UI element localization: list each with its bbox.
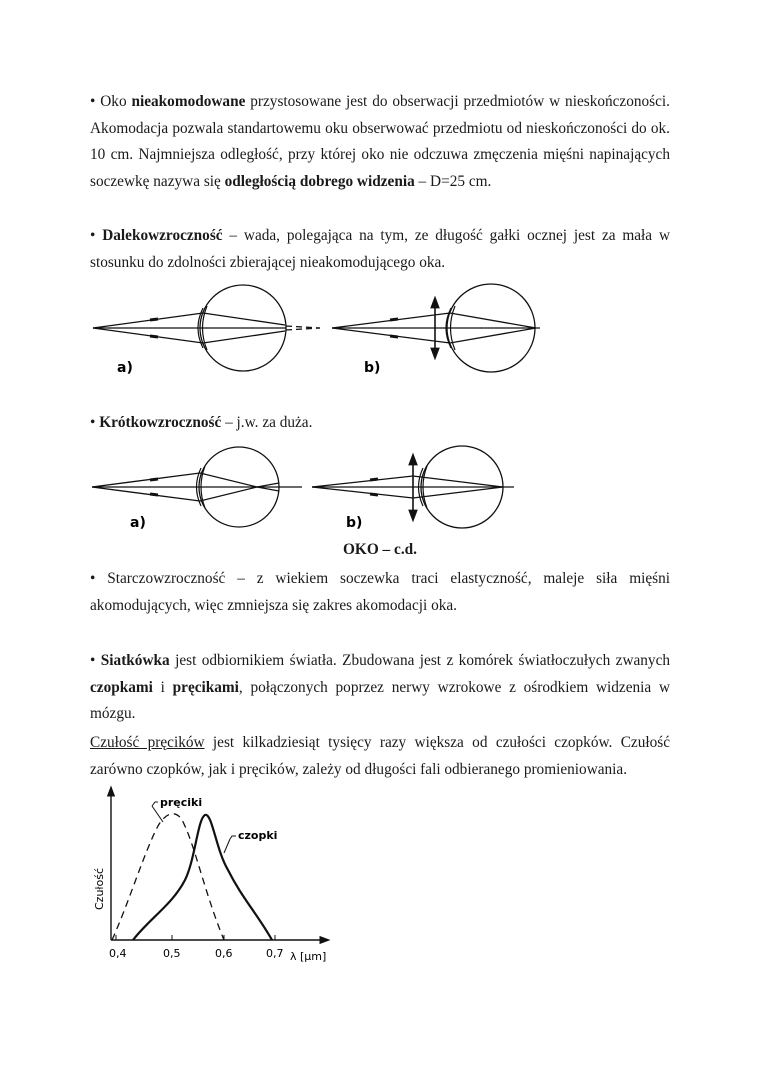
x-tick: 0,5 — [163, 947, 181, 960]
bullet: • — [90, 93, 96, 110]
diagram-myopia-b — [312, 446, 514, 528]
paragraph-myopia: • Krótkowzroczność – j.w. za duża. — [90, 414, 313, 431]
figure-label-a: a) — [117, 360, 133, 376]
diagram-myopia-a — [92, 447, 302, 527]
legend-preciki: pręciki — [160, 796, 203, 809]
x-tick: 0,7 — [266, 947, 284, 960]
y-axis-label: Czułość — [93, 867, 106, 910]
paragraph-presbyopia: • Starczowzroczność – z wiekiem soczewka traci elastyczność, maleje siła mięśni akomodujących, więc zmniejsza się zakres akomodacji oka. — [90, 570, 670, 614]
term-siatkowka: Siatkówka — [100, 652, 170, 669]
term-krotkowzrocznosc: Krótkowzroczność — [99, 414, 222, 431]
term-dalekowzrocznosc: Dalekowzroczność — [102, 227, 223, 244]
term-odleglosc-dobrego-widzenia: odległością dobrego widzenia — [224, 172, 415, 190]
figure-label-b: b) — [364, 360, 381, 376]
term-czopki: czopkami — [90, 678, 153, 696]
series-preciki — [112, 814, 224, 940]
sensitivity-chart — [93, 791, 326, 963]
x-tick: 0,4 — [109, 947, 127, 960]
diagram-hyperopia-b — [332, 284, 540, 372]
underlined-term: Czułość pręcików — [90, 734, 205, 751]
term-preciki: pręcikami — [172, 678, 239, 696]
paragraph-hyperopia: • Dalekowzroczność – wada, polegająca na tym, ze długość gałki ocznej jest za mała w stosunku do zdolności zbierającej nieakomodującego oka. — [90, 227, 670, 271]
figure-label-a: a) — [130, 515, 146, 531]
x-axis-label: λ [μm] — [290, 950, 327, 963]
diagram-hyperopia-a — [93, 285, 320, 371]
legend-czopki: czopki — [238, 829, 278, 842]
section-heading: OKO – c.d. — [343, 541, 417, 558]
figure-label-b: b) — [346, 515, 363, 531]
x-tick: 0,6 — [215, 947, 233, 960]
paragraph-retina: • Siatkówka jest odbiornikiem światła. Zbudowana jest z komórek światłoczułych zwanych czopkami i pręcikami, połączonych poprzez nerwy wzrokowe z ośrodkiem widzenia w mózgu. — [90, 652, 671, 722]
paragraph-unaccommodated-eye: • Oko nieakomodowane przystosowane jest do obserwacji przedmiotów w nieskończoności. Akomodacja pozwala standartowemu oku obserwować przedmiotu od nieskończoności do ok. 10 cm. Najmniejsza odległość, przy której oko nie odczuwa zmęczenia mięśni napinających soczewkę nazywa się odległością dobrego widzenia – D=25 cm. — [90, 93, 670, 190]
term-nieakomodowane: nieakomodowane — [131, 93, 246, 110]
paragraph-sensitivity: Czułość pręcików jest kilkadziesiąt tysięcy razy większa od czułości czopków. Czułość zarówno czopków, jak i pręcików, zależy od długości fali odbieranego promieniowania. — [90, 734, 670, 778]
